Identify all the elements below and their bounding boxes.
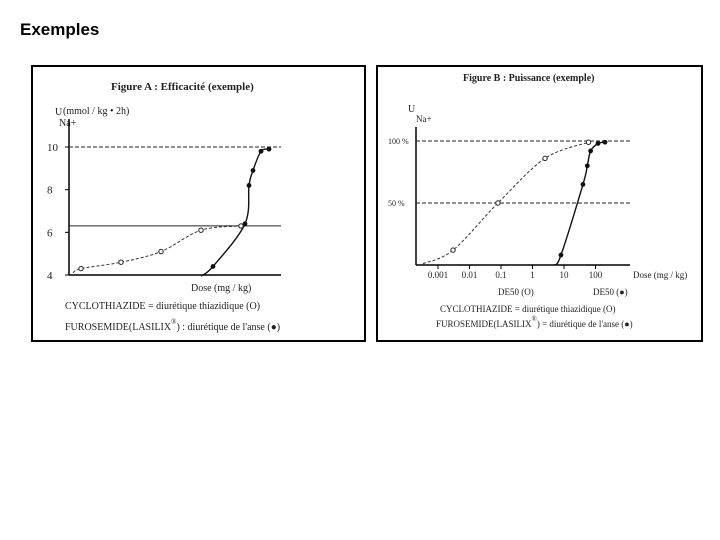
figure-a-ytick-8: 8 — [47, 184, 53, 197]
figure-b-point-cyclothiazide — [543, 156, 547, 160]
figure-b-point-furosemide — [581, 182, 586, 187]
figure-a-point-furosemide — [267, 147, 272, 152]
figure-b-point-furosemide — [603, 140, 608, 145]
figure-b-de50-cyclothiazide: DE50 (O) — [498, 287, 534, 297]
figure-b-point-furosemide — [588, 149, 593, 154]
figure-a-xlabel: Dose (mg / kg) — [191, 283, 252, 294]
figure-b-point-furosemide — [585, 163, 590, 168]
figure-a-point-furosemide — [211, 264, 216, 269]
figure-b-ytick: 100 % — [388, 137, 409, 146]
figure-a-point-furosemide — [251, 168, 256, 173]
figure-b-point-cyclothiazide — [496, 201, 500, 205]
figure-a-chart — [33, 67, 364, 340]
figure-a-curve-cyclothiazide — [73, 226, 241, 273]
figure-a-legend-2: FUROSEMIDE(LASILIX®) : diurétique de l'anse (●) — [65, 318, 281, 333]
figure-a-point-furosemide — [243, 221, 248, 226]
figure-b-point-furosemide — [596, 141, 601, 146]
figure-a-point-cyclothiazide — [199, 228, 203, 232]
figure-a-ytick-6: 6 — [47, 227, 53, 240]
figure-b-legend-2: FUROSEMIDE(LASILIX®) = diurétique de l'anse (●) — [436, 315, 633, 329]
figure-b-xtick: 0.01 — [461, 270, 478, 280]
figure-a-legend-1: CYCLOTHIAZIDE = diurétique thiazidique (O) — [65, 301, 261, 312]
figure-b-xlabel: Dose (mg / kg) — [633, 270, 688, 280]
figure-a-title: Figure A : Efficacité (exemple) — [111, 81, 254, 93]
figure-b-legend-1: CYCLOTHIAZIDE = diurétique thiazidique (O) — [440, 304, 616, 314]
figure-b-xtick: 1 — [530, 270, 535, 280]
figure-b-title: Figure B : Puissance (exemple) — [463, 73, 595, 84]
figure-a-point-cyclothiazide — [79, 266, 83, 270]
figure-b-ylabel-sub: Na+ — [416, 114, 432, 124]
figure-b-xtick: 0.001 — [427, 270, 449, 280]
figure-a-curve-furosemide — [201, 149, 269, 276]
figure-b-point-cyclothiazide — [586, 140, 590, 144]
figure-a-point-furosemide — [259, 149, 264, 154]
figure-a-ylabel-units: (mmol / kg • 2h) — [63, 106, 130, 117]
figure-a-point-cyclothiazide — [239, 224, 243, 228]
figure-a-point-furosemide — [247, 183, 252, 188]
figure-b-xtick: 0.1 — [495, 270, 507, 280]
figure-b-point-cyclothiazide — [451, 248, 455, 252]
slide-title: Exemples — [20, 20, 100, 39]
figure-a-ytick-4: 4 — [47, 270, 53, 282]
figure-b-curve-furosemide — [555, 142, 605, 265]
figure-a-point-cyclothiazide — [119, 260, 123, 264]
figure-b-point-furosemide — [559, 253, 564, 258]
figure-b-ylabel: U — [408, 104, 416, 115]
figure-b-xtick: 10 — [559, 270, 569, 280]
figure-b-panel — [376, 65, 703, 342]
figure-b-chart — [378, 67, 701, 340]
figure-b-xtick: 100 — [588, 270, 603, 280]
figure-b-de50-furosemide: DE50 (●) — [593, 287, 628, 297]
figure-a-ytick-10: 10 — [47, 142, 58, 154]
figure-a-ylabel-sub: Na+ — [59, 118, 77, 129]
figure-a-point-cyclothiazide — [159, 249, 163, 253]
figure-a-ylabel: U — [55, 107, 63, 118]
figure-a-panel — [31, 65, 366, 342]
figure-b-ytick: 50 % — [388, 199, 405, 208]
